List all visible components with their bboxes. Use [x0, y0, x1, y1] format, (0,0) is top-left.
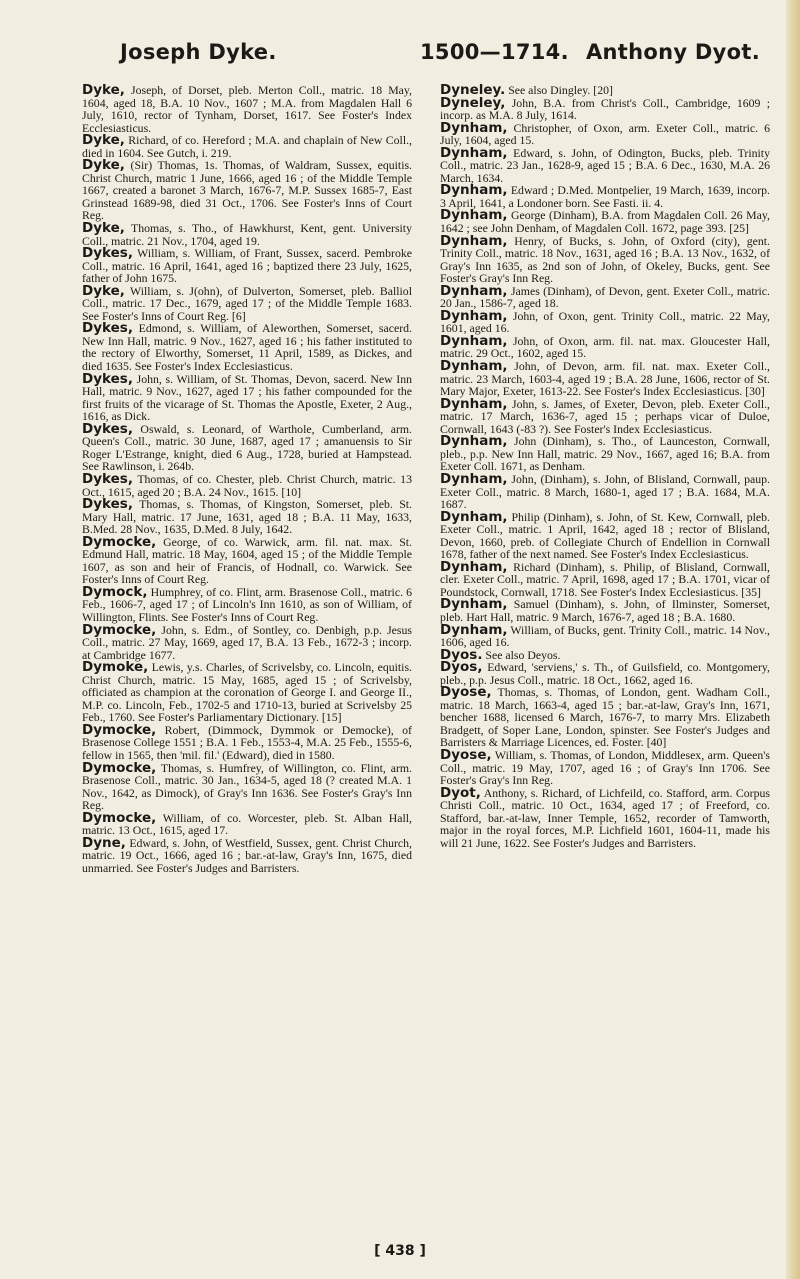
entry-text: Samuel (Dinham), s. John, of Ilminster, Somerset, pleb. Hart Hall, matric. 9 March, 1676-7, aged 18 ; B.A. 1680.	[440, 597, 770, 624]
left-column	[82, 84, 412, 1224]
dictionary-entry	[440, 435, 770, 473]
entry-headword: Dykes,	[82, 470, 133, 487]
entry-text: James (Dinham), of Devon, gent. Exeter Coll., matric. 20 Jan., 1586-7, aged 18.	[440, 283, 770, 311]
entry-text: William, of co. Worcester, pleb. St. Alban Hall, matric. 13 Oct., 1615, aged 17.	[82, 810, 412, 838]
entry-text: Lewis, y.s. Charles, of Scrivelsby, co. Lincoln, equitis. Christ Church, matric. 15 May, 1685, aged 15 ; of Scrivelsby, officiated as champion at the coronation of George I. and George II., M.P. co. Lincoln, Feb., 1702-5 and 1710-13, buried at Scrivelsby 25 Feb., 1760. See Foster's Parliamentary Dictionary. [15]	[82, 660, 412, 725]
dictionary-entry	[82, 420, 412, 474]
entry-headword: Dykes,	[82, 370, 133, 387]
entry-headword: Dynham,	[440, 596, 508, 613]
entry-text: John (Dinham), s. Tho., of Launceston, Cornwall, pleb., p.p. New Inn Hall, matric. 29 Nov., 1667, aged 16; B.A. from Exeter Coll. 1671, as Denham.	[440, 434, 770, 474]
entry-headword: Dynham,	[440, 558, 508, 575]
entry-text: John, s. James, of Exeter, Devon, pleb. Exeter Coll., matric. 17 March, 1636-7, aged 15 ; perhaps vicar of Duloe, Cornwall, 1643 (-83 ?). See Foster's Index Ecclesiasticus.	[440, 396, 770, 436]
dictionary-entry	[440, 621, 770, 650]
dictionary-entry	[440, 119, 770, 148]
entry-text: John, of Oxon, arm. fil. nat. max. Gloucester Hall, matric. 29 Oct., 1602, aged 15.	[440, 333, 770, 361]
entry-text: William, of Bucks, gent. Trinity Coll., matric. 14 Nov., 1606, aged 16.	[440, 622, 770, 650]
entry-text: Thomas, s. Thomas, of Kingston, Somerset, pleb. St. Mary Hall, matric. 17 June, 1631, aged 18 ; B.A. 11 May, 1633, B.Med. 28 Nov., 1635, D.Med. 8 July, 1642.	[82, 497, 412, 537]
entry-text: Edmond, s. William, of Aleworthen, Somerset, sacerd. New Inn Hall, matric. 9 Nov., 1627, aged 16 ; his father instituted to the rectory of Elworthy, Somerset, 11 April, 1589, as Dickes, and died 1635. See Foster's Index Ecclesiasticus.	[82, 321, 412, 374]
entry-headword: Dyke,	[82, 282, 125, 299]
entry-text: William, s. J(ohn), of Dulverton, Somerset, pleb. Balliol Coll., matric. 17 Dec., 1679, aged 17 ; of the Middle Temple 1683. See Foster's Inns of Court Reg. [6]	[82, 283, 412, 323]
dictionary-entry	[82, 721, 412, 762]
dictionary-entry	[440, 686, 770, 749]
entry-headword: Dynham,	[440, 508, 508, 525]
dictionary-entry	[82, 809, 412, 838]
dictionary-entry	[82, 159, 412, 222]
entry-headword: Dynham,	[440, 470, 508, 487]
dictionary-entry	[440, 282, 770, 311]
entry-headword: Dyneley.	[440, 84, 506, 98]
entry-headword: Dykes,	[82, 496, 133, 513]
entry-headword: Dyose,	[440, 746, 492, 763]
dictionary-entry	[82, 247, 412, 285]
dictionary-entry	[440, 598, 770, 623]
entry-headword: Dyke,	[82, 132, 125, 149]
dictionary-entry	[82, 583, 412, 624]
entry-headword: Dymocke,	[82, 809, 157, 826]
entry-text: John, B.A. from Christ's Coll., Cambridge, 1609 ; incorp. as M.A. 8 July, 1614.	[440, 95, 770, 123]
running-head-center: 1500—1714.	[420, 40, 569, 64]
entry-headword: Dynham,	[440, 395, 508, 412]
dictionary-entry	[82, 498, 412, 536]
entry-headword: Dynham,	[440, 433, 508, 450]
dictionary-entry	[440, 470, 770, 512]
entry-headword: Dymocke,	[82, 621, 157, 638]
entry-text: John, (Dinham), s. John, of Blisland, Cornwall, paup. Exeter Coll., matric. 8 March, 1680-1, aged 17 ; B.A. 1684, M.A. 1687.	[440, 471, 770, 512]
running-head	[120, 40, 760, 70]
entry-text: Richard (Dinham), s. Philip, of Blisland, Cornwall, cler. Exeter Coll., matric. 7 April, 1698, aged 17 ; B.A. 1701, vicar of Poundstock, Cornwall, 1718. See Foster's Index Ecclesiasticus. [35]	[440, 559, 770, 599]
entry-headword: Dynham,	[440, 282, 508, 299]
entry-text: See also Deyos.	[485, 647, 561, 662]
entry-headword: Dynham,	[440, 232, 508, 249]
entry-text: Oswald, s. Leonard, of Warthole, Cumberland, arm. Queen's Coll., matric. 30 June, 1687, aged 17 ; amanuensis to Sir Roger L'Estrange, knight, died 6 Aug., 1728, buried at Hampstead. See Rawlinson, i. 264b.	[82, 421, 412, 474]
dictionary-entry	[440, 508, 770, 562]
entry-headword: Dykes,	[82, 320, 133, 337]
entry-headword: Dynham,	[440, 207, 508, 224]
entry-headword: Dyos.	[440, 646, 483, 663]
entry-text: George (Dinham), B.A. from Magdalen Coll. 26 May, 1642 ; see John Denham, of Magdalen Coll. 1672, page 393. [25]	[440, 208, 770, 236]
dictionary-entry	[440, 558, 770, 599]
entry-text: George, of co. Warwick, arm. fil. nat. max. St. Edmund Hall, matric. 18 May, 1604, aged 15 ; of the Middle Temple 1607, as son and heir of Francis, of Hodnall, co. Warwick. See Foster's Inns of Court Reg.	[82, 534, 412, 587]
entry-text: Anthony, s. Richard, of Lichfeild, co. Stafford, arm. Corpus Christi Coll., matric. 10 Oct., 1634, aged 17 ; of Freeford, co. Stafford, bar.-at-law, Inner Temple, 1652, recorder of Tamworth, major in the royal forces, M.P. Lichfield 1601, 1604-11, made his will 21 June, 1622. See Foster's Judges and Barristers.	[440, 785, 770, 850]
entry-text: Christopher, of Oxon, arm. Exeter Coll., matric. 6 July, 1604, aged 15.	[440, 120, 770, 148]
dictionary-entry	[440, 746, 770, 788]
entry-text: William, s. Thomas, of London, Middlesex, arm. Queen's Coll., matric. 19 May, 1707, aged 16 ; of Gray's Inn 1706. See Foster's Gray's Inn Reg.	[440, 747, 770, 788]
entry-headword: Dyneley,	[440, 94, 506, 111]
dictionary-entry	[440, 784, 770, 850]
entry-headword: Dynham,	[440, 332, 508, 349]
entry-text: Edward, 'serviens,' s. Th., of Guilsfield, co. Montgomery, pleb., p.p. Jesus Coll., matric. 18 Oct., 1662, aged 16.	[440, 660, 770, 687]
dictionary-entry	[440, 332, 770, 361]
entry-headword: Dynham,	[440, 621, 508, 638]
entry-text: Joseph, of Dorset, pleb. Merton Coll., matric. 18 May, 1604, aged 18, B.A. 10 Nov., 1607 ; M.A. from Magdalen Hall 6 July, 1610, rector of Tynham, Dorset, 1617. See Foster's Index Ecclesiasticus.	[82, 84, 412, 135]
entry-text: William, s. William, of Frant, Sussex, sacerd. Pembroke Coll., matric. 16 April, 1641, aged 16 ; baptized there 23 July, 1625, father of John 1675.	[82, 246, 412, 286]
entry-headword: Dyos,	[440, 659, 483, 676]
dictionary-entry	[82, 322, 412, 372]
entry-headword: Dynham,	[440, 307, 508, 324]
entry-text: Edward, s. John, of Westfield, Sussex, gent. Christ Church, matric. 19 Oct., 1666, aged 16 ; bar.-at-law, Gray's Inn, 1675, died unmarried. See Foster's Judges and Barristers.	[82, 835, 412, 875]
entry-headword: Dykes,	[82, 420, 133, 437]
entry-headword: Dymock,	[82, 583, 148, 600]
entry-text: John, of Devon, arm. fil. nat. max. Exeter Coll., matric. 23 March, 1603-4, aged 19 ; B.A. 28 June, 1606, rector of St. Mary Major, Exeter, 1613-22. See Foster's Index Ecclesiasticus. [30]	[440, 359, 770, 399]
entry-headword: Dymocke,	[82, 533, 157, 550]
entry-headword: Dyke,	[82, 84, 125, 98]
dictionary-entry	[440, 307, 770, 336]
entry-text: Edward ; D.Med. Montpelier, 19 March, 1639, incorp. 3 April, 1641, a Londoner born. See Fasti. ii. 4.	[440, 183, 770, 210]
running-head-right: Anthony Dyot.	[585, 40, 760, 64]
dictionary-entry	[440, 209, 770, 234]
entry-text: Thomas, of co. Chester, pleb. Christ Church, matric. 13 Oct., 1615, aged 20 ; B.A. 24 Nov., 1615. [10]	[82, 471, 412, 499]
dictionary-entry	[82, 533, 412, 587]
dictionary-entry	[440, 94, 770, 123]
dictionary-entry	[82, 370, 412, 424]
entry-headword: Dynham,	[440, 182, 508, 199]
entry-text: John, s. Edm., of Sontley, co. Denbigh, p.p. Jesus Coll., matric. 27 May, 1669, aged 17, B.A. 13 Feb., 1672-3 ; incorp. at Cambridge 1677.	[82, 622, 412, 662]
entry-headword: Dyke,	[82, 220, 125, 237]
entry-headword: Dyne,	[82, 834, 126, 851]
dictionary-entry	[82, 84, 412, 134]
dictionary-entry	[440, 395, 770, 436]
dictionary-entry	[440, 360, 770, 398]
dictionary-entry	[440, 661, 770, 686]
entry-headword: Dynham,	[440, 119, 508, 136]
entry-text: Robert, (Dimmock, Dymmok or Democke), of Brasenose College 1551 ; B.A. 1 Feb., 1553-4, M.A. 25 Feb., 1555-6, fellow in 1565, then 'mil. fil.' (Edward), died in 1580.	[82, 722, 412, 762]
dictionary-entry	[82, 621, 412, 662]
running-head-left: Joseph Dyke.	[120, 40, 277, 64]
entry-headword: Dymoke,	[82, 659, 149, 676]
entry-headword: Dymocke,	[82, 721, 157, 738]
entry-headword: Dynham,	[440, 358, 508, 375]
dictionary-entry	[82, 661, 412, 724]
entry-text: Richard, of co. Hereford ; M.A. and chaplain of New Coll., died in 1604. See Gutch, i. 219.	[82, 133, 412, 160]
right-column	[440, 84, 770, 1224]
dictionary-entry	[82, 134, 412, 159]
entry-headword: Dykes,	[82, 245, 133, 262]
entry-text: John, s. William, of St. Thomas, Devon, sacerd. New Inn Hall, matric. 9 Nov., 1627, aged 17 ; his father compounded for the first fruits of the vicarage of St. Thomas the Apostle, Exeter, 2 Aug., 1616, as Dick.	[82, 371, 412, 424]
entry-text: (Sir) Thomas, 1s. Thomas, of Waldram, Sussex, equitis. Christ Church, matric 1 June, 1666, aged 16 ; of the Middle Temple 1667, created a baronet 3 March, 1676-7, M.P. Sussex 1685-7, East Grinstead 1689-98, died 31 Oct., 1706. See Foster's Inns of Court Reg.	[82, 158, 412, 223]
dictionary-entry	[82, 282, 412, 323]
entry-headword: Dyke,	[82, 157, 125, 174]
dictionary-entry	[440, 232, 770, 286]
page-edge	[786, 0, 800, 1279]
entry-text: Henry, of Bucks, s. John, of Oxford (city), gent. Trinity Coll., matric. 18 Nov., 1631, aged 16 ; B.A. 13 Nov., 1632, of Gray's Inn 1635, as 2nd son of John, of Okeley, Bucks, gent. See Foster's Gray's Inn Reg.	[440, 233, 770, 286]
dictionary-entry	[82, 470, 412, 499]
entry-headword: Dymocke,	[82, 759, 157, 776]
entry-headword: Dyose,	[440, 684, 492, 701]
dictionary-entry	[82, 222, 412, 247]
text-columns	[82, 84, 772, 1224]
dictionary-entry	[440, 184, 770, 209]
entry-text: Thomas, s. Humfrey, of Willington, co. Flint, arm. Brasenose Coll., matric. 30 Jan., 1634-5, aged 18 (? created M.A. 1 Nov., 1642, as Dimock), of Gray's Inn 1636. See Foster's Gray's Inn Reg.	[82, 760, 412, 813]
entry-text: John, of Oxon, gent. Trinity Coll., matric. 22 May, 1601, aged 16.	[440, 308, 770, 336]
dictionary-entry	[82, 834, 412, 875]
entry-text: Thomas, s. Thomas, of London, gent. Wadham Coll., matric. 18 March, 1663-4, aged 15 ; bar.-at-law, Gray's Inn, 1671, bencher 1688, licensed 6 March, 1676-7, to marry Mrs. Elizabeth Bradgett, of Soper Lane, London, spinster. See Foster's Judges and Barristers & Marriage Licences, ed. Foster. [40]	[440, 685, 770, 750]
entry-headword: Dyot,	[440, 784, 481, 801]
entry-text: Philip (Dinham), s. John, of St. Kew, Cornwall, pleb. Exeter Coll., matric. 1 April, 1642, aged 18 ; rector of Blisland, Devon, 1660, preb. of Collegiate Church of Endellion in Cornwall 1678, father of the next named. See Foster's Index Ecclesiasticus.	[440, 509, 770, 562]
entry-text: See also Dingley. [20]	[508, 84, 613, 97]
entry-text: Humphrey, of co. Flint, arm. Brasenose Coll., matric. 6 Feb., 1606-7, aged 17 ; of Lincoln's Inn 1610, as son of William, of Willington, Flints. See Foster's Inns of Court Reg.	[82, 584, 412, 624]
entry-text: Thomas, s. Tho., of Hawkhurst, Kent, gent. University Coll., matric. 21 Nov., 1704, aged 19.	[82, 221, 412, 248]
dictionary-entry	[82, 759, 412, 813]
dictionary-entry	[440, 144, 770, 185]
entry-headword: Dynham,	[440, 144, 508, 161]
entry-text: Edward, s. John, of Odington, Bucks, pleb. Trinity Coll., matric. 23 Jan., 1628-9, aged 15 ; B.A. 6 Dec., 1630, M.A. 26 March, 1634.	[440, 145, 770, 185]
page-number: [ 438 ]	[374, 1243, 426, 1259]
